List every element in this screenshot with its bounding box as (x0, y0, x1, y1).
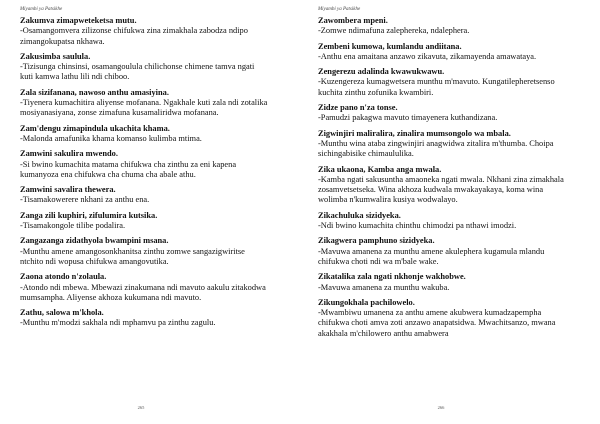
proverb-entry (20, 272, 268, 303)
proverb-explanation: -Kamba ngati sakusuntha amaoneka ngati mwala. Nkhani zina zimakhala zosamvetsetseka. Wina akhoza kudwala mwakayakaya, koma wina wolimba n'kumwalira kusiya wodwalayo. (318, 174, 564, 205)
proverb-explanation: -Zomwe ndimafuna zalephereka, ndalephera. (318, 26, 470, 36)
proverb-title: Zakusimba saulula. (20, 51, 91, 61)
proverb-title: Zawombera mpeni. (318, 16, 388, 25)
proverb-title: Zala sizifanana, nawoso anthu amasiyina. (20, 87, 169, 97)
proverb-explanation: -Mavuwa amanena za munthu wakuba. (318, 282, 450, 292)
proverb-title: Zaona atondo n'zolaula. (20, 272, 107, 282)
proverb-explanation: -Osamangomvera zilizonse chifukwa zina zimakhala zabodza ndipo zimangokupatsa nkhawa. (20, 26, 248, 46)
proverb-title: Zikatalika zala ngati nkhonje wakhobwe. (318, 272, 466, 282)
proverb-entry (20, 124, 268, 145)
proverb-entry (20, 16, 268, 47)
proverb-entry (20, 185, 268, 206)
proverb-title: Zakumva zimapweteketsa mutu. (20, 16, 137, 25)
entry-list (20, 16, 268, 329)
page-number: 265 (137, 405, 145, 410)
proverb-entry (20, 308, 268, 329)
proverb-explanation: -Pamudzi pakagwa mavuto timayenera kuthandizana. (318, 113, 498, 123)
proverb-title: Zamwini sakulira mwendo. (20, 149, 118, 159)
proverb-explanation: -Munthu m'modzi sakhala ndi mphamvu pa zinthu zagulu. (20, 318, 216, 328)
proverb-explanation: -Malonda amafunika khama komanso kulimba mtima. (20, 133, 202, 143)
proverb-entry (20, 236, 268, 267)
proverb-explanation: -Atondo ndi mbewa. Mbewazi zinakumana ndi mavuto aakulu zitakodwa mumsampha. Aliyense akhoza kukumana ndi mavuto. (20, 282, 266, 302)
proverb-entry (20, 88, 268, 119)
proverb-entry (318, 16, 568, 37)
proverb-entry (318, 211, 568, 232)
left-page (0, 0, 282, 424)
proverb-title: Zembeni kumowa, kumlandu andiitana. (318, 41, 462, 51)
proverb-title: Zigwinjiri maliralira, zinalira mumsongolo wa mbala. (318, 128, 511, 138)
entry-list (318, 16, 568, 339)
page-number: 266 (437, 405, 445, 410)
proverb-title: Zikagwera pamphuno sizidyeka. (318, 236, 435, 246)
proverb-entry (318, 298, 568, 339)
right-page (300, 0, 582, 424)
proverb-entry (20, 52, 268, 83)
proverb-entry (318, 42, 568, 63)
proverb-explanation: -Tisamakongole tilibe podalira. (20, 221, 126, 231)
proverb-title: Zika ukaona, Kamba anga mwala. (318, 164, 442, 174)
proverb-entry (318, 272, 568, 293)
proverb-entry (318, 165, 568, 206)
proverb-explanation: -Kuzengereza kumagwetsera munthu m'mavuto. Kungatilepheretsenso kuchita zinthu zofunika kwambiri. (318, 77, 555, 97)
proverb-entry (318, 236, 568, 267)
proverb-title: Zamwini savalira thewera. (20, 185, 116, 195)
proverb-explanation: -Ndi bwino kumachita chinthu chimodzi pa nthawi imodzi. (318, 221, 517, 231)
proverb-explanation: -Anthu ena amaitana anzawo zikavuta, zikamayenda amawataya. (318, 51, 537, 61)
proverb-title: Zanga zili kuphiri, zifulumira kutsika. (20, 210, 158, 220)
proverb-title: Zidze pano n'za tonse. (318, 103, 398, 113)
proverb-explanation: -Si bwino kumachita matama chifukwa cha zinthu za eni kapena kumanyoza ena chifukwa cha chuma cha abale athu. (20, 159, 237, 179)
proverb-title: Zangazanga zidathyola bwampini msana. (20, 236, 169, 246)
proverb-explanation: -Munthu amene amangosonkhanitsa zinthu zomwe sangazigwiritse ntchito ndi wopusa chifukwa amangovutika. (20, 246, 245, 266)
proverb-title: Zathu, salowa m'khola. (20, 308, 104, 318)
proverb-explanation: -Tisamakowerere nkhani za anthu ena. (20, 195, 150, 205)
proverb-explanation: -Mwambiwu umanena za anthu amene akubwera kumadzapempha chifukwa choti amva zoti anzawo anapatsidwa. Mwachitsanzo, mwana akakhala m'chilowero anthu amabwera (318, 308, 556, 338)
running-head: Miyambi ya Patsikhe (318, 7, 361, 12)
proverb-explanation: -Munthu wina ataba zingwinjiri anagwidwa zitalira m'thumba. Choipa sichingabisike chimaululika. (318, 138, 554, 159)
proverb-title: Zengerezu adalinda kwawukwawu. (318, 67, 445, 77)
running-head: Miyambi ya Patsikhe (20, 7, 63, 12)
proverb-entry (20, 211, 268, 232)
proverb-title: Zikungokhala pachilowelo. (318, 297, 415, 307)
proverb-explanation: -Tiyenera kumachitira aliyense mofanana. Ngakhale kuti zala ndi zotalika mosiyanasiyana, zonse zimafuna kusamaliridwa mofanana. (20, 98, 268, 118)
proverb-explanation: -Tizisunga chinsinsi, osamangoulula chilichonse chimene tamva ngati kuti kamwa lathu lili ndi chiboo. (20, 62, 255, 82)
proverb-entry (318, 67, 568, 98)
proverb-entry (20, 149, 268, 180)
proverb-explanation: -Mavuwa amanena za munthu amene akulephera kugamula mlandu chifukwa choti ndi wa m'bale wake. (318, 246, 545, 266)
proverb-entry (318, 129, 568, 160)
proverb-title: Zam'dengu zimapindula ukachita khama. (20, 123, 170, 133)
proverb-entry (318, 103, 568, 124)
proverb-title: Zikachuluka sizidyeka. (318, 210, 401, 220)
